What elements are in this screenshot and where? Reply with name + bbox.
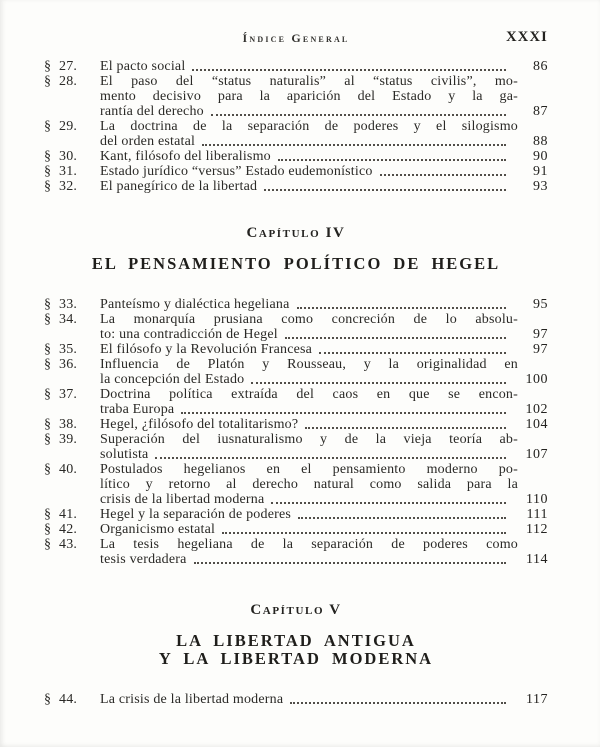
entry-body [100, 417, 518, 432]
toc-entry [44, 432, 548, 462]
entry-body [100, 119, 518, 149]
dot-leader [192, 69, 506, 71]
entry-page-number: 110 [526, 492, 548, 507]
entry-text-line: la concepción del Estado [100, 372, 245, 387]
entry-number: 37. [59, 387, 78, 402]
section-sign: § [44, 357, 52, 372]
toc-entry [44, 462, 548, 507]
entry-marker [44, 342, 100, 357]
entry-number: 29. [59, 119, 78, 134]
dot-leader [305, 427, 506, 429]
entry-text-line: mento decisivo para la aparición del Estado y la ga- [100, 89, 518, 104]
entry-body [100, 537, 518, 567]
entry-body [100, 432, 518, 462]
entry-marker [44, 432, 100, 447]
entry-last-line [100, 447, 518, 462]
toc-list [44, 692, 548, 707]
section-sign: § [44, 164, 52, 179]
section-sign: § [44, 432, 52, 447]
entry-text-line: rantía del derecho [100, 104, 204, 119]
section-sign: § [44, 297, 52, 312]
entry-text-line: Hegel, ¿filósofo del totalitarismo? [100, 417, 299, 432]
entry-last-line [100, 297, 518, 312]
entry-body [100, 462, 518, 507]
entry-marker [44, 74, 100, 89]
entry-page-number: 95 [533, 297, 548, 312]
section-sign: § [44, 342, 52, 357]
entry-text-line: El paso del “status naturalis” al “status civilis”, mo- [100, 74, 518, 89]
entry-marker [44, 312, 100, 327]
dot-leader [380, 174, 506, 176]
entry-text-line: El panegírico de la libertad [100, 179, 258, 194]
toc-entry [44, 507, 548, 522]
section-sign: § [44, 507, 52, 522]
dot-leader [298, 517, 506, 519]
toc-entry [44, 297, 548, 312]
entry-number: 32. [59, 179, 78, 194]
entry-page-number: 88 [533, 134, 548, 149]
entry-text-line: Doctrina política extraída del caos en que se encon- [100, 387, 518, 402]
running-head-title: Índice General [242, 31, 350, 45]
dot-leader [264, 189, 506, 191]
toc-entry [44, 74, 548, 119]
entry-text-line: Estado jurídico “versus” Estado eudemonístico [100, 164, 373, 179]
entry-page-number: 100 [525, 372, 548, 387]
entry-body [100, 312, 518, 342]
entry-body [100, 692, 518, 707]
entry-number: 36. [59, 357, 78, 372]
entry-page-number: 90 [533, 149, 548, 164]
entry-page-number: 87 [533, 104, 548, 119]
entry-text-line: El filósofo y la Revolución Francesa [100, 342, 313, 357]
entry-body [100, 59, 518, 74]
toc-entry [44, 312, 548, 342]
toc-entry [44, 417, 548, 432]
entry-body [100, 357, 518, 387]
toc-entry [44, 164, 548, 179]
entry-body [100, 342, 518, 357]
toc-entry [44, 387, 548, 417]
toc-entry [44, 342, 548, 357]
entry-number: 42. [59, 522, 78, 537]
dot-leader [319, 352, 506, 354]
dot-leader [251, 382, 506, 384]
entry-text-line: Superación del iusnaturalismo y de la vieja teoría ab- [100, 432, 518, 447]
entry-last-line [100, 507, 518, 522]
entry-last-line [100, 372, 518, 387]
toc-entry [44, 522, 548, 537]
entry-page-number: 97 [533, 342, 548, 357]
chapter-title-line: Y LA LIBERTAD MODERNA [158, 649, 434, 668]
entry-last-line [100, 59, 518, 74]
section-sign: § [44, 692, 52, 707]
entry-page-number: 112 [526, 522, 548, 537]
entry-page-number: 102 [525, 402, 548, 417]
toc-list [44, 297, 548, 567]
entry-page-number: 86 [533, 59, 548, 74]
entry-text-line: Hegel y la separación de poderes [100, 507, 292, 522]
entry-marker [44, 387, 100, 402]
toc-entry [44, 537, 548, 567]
dot-leader [155, 457, 506, 459]
entry-last-line [100, 342, 518, 357]
entry-number: 44. [59, 692, 78, 707]
entry-marker [44, 462, 100, 477]
section-sign: § [44, 179, 52, 194]
entry-marker [44, 297, 100, 312]
entry-text-line: tesis verdadera [100, 552, 187, 567]
entry-number: 33. [59, 297, 78, 312]
entry-number: 27. [59, 59, 78, 74]
section-sign: § [44, 59, 52, 74]
entry-marker [44, 357, 100, 372]
section-sign: § [44, 119, 52, 134]
toc-entry [44, 59, 548, 74]
entry-last-line [100, 149, 518, 164]
section-sign: § [44, 417, 52, 432]
dot-leader [285, 337, 506, 339]
entry-number: 30. [59, 149, 78, 164]
dot-leader [181, 412, 506, 414]
folio-page-number: XXXI [506, 29, 548, 45]
dot-leader [297, 307, 507, 309]
entry-last-line [100, 164, 518, 179]
entry-text-line: lítico y retorno al derecho natural como salida para la [100, 477, 518, 492]
dot-leader [222, 532, 506, 534]
entry-page-number: 117 [526, 692, 548, 707]
entry-text-line: traba Europa [100, 402, 175, 417]
toc-sections [44, 59, 548, 707]
entry-text-line: Organicismo estatal [100, 522, 216, 537]
entry-body [100, 297, 518, 312]
entry-page-number: 107 [525, 447, 548, 462]
dot-leader [211, 114, 506, 116]
entry-text-line: La doctrina de la separación de poderes y el silogismo [100, 119, 518, 134]
entry-marker [44, 149, 100, 164]
entry-last-line [100, 552, 518, 567]
entry-text-line: Panteísmo y dialéctica hegeliana [100, 297, 290, 312]
entry-number: 31. [59, 164, 78, 179]
entry-body [100, 522, 518, 537]
entry-last-line [100, 179, 518, 194]
entry-marker [44, 507, 100, 522]
entry-body [100, 74, 518, 119]
section-sign: § [44, 149, 52, 164]
entry-number: 41. [59, 507, 78, 522]
entry-body [100, 149, 518, 164]
section-sign: § [44, 312, 52, 327]
entry-marker [44, 417, 100, 432]
entry-text-line: Postulados hegelianos en el pensamiento moderno po- [100, 462, 518, 477]
entry-text-line: crisis de la libertad moderna [100, 492, 265, 507]
entry-number: 28. [59, 74, 78, 89]
entry-text-line: La monarquía prusiana como concreción de lo absolu- [100, 312, 518, 327]
entry-page-number: 114 [526, 552, 548, 567]
section-sign: § [44, 387, 52, 402]
chapter-title-line: LA LIBERTAD ANTIGUA [176, 631, 416, 650]
dot-leader [202, 144, 506, 146]
dot-leader [194, 562, 506, 564]
dot-leader [290, 702, 506, 704]
entry-body [100, 179, 518, 194]
entry-marker [44, 692, 100, 707]
toc-entry [44, 149, 548, 164]
running-head [44, 31, 548, 46]
entry-number: 38. [59, 417, 78, 432]
entry-number: 43. [59, 537, 78, 552]
entry-last-line [100, 692, 518, 707]
section-sign: § [44, 522, 52, 537]
entry-body [100, 507, 518, 522]
toc-entry [44, 179, 548, 194]
entry-page-number: 91 [533, 164, 548, 179]
entry-number: 40. [59, 462, 78, 477]
toc-entry [44, 119, 548, 149]
toc-entry [44, 357, 548, 387]
chapter-title-line: EL PENSAMIENTO POLÍTICO DE HEGEL [91, 254, 501, 273]
entry-last-line [100, 402, 518, 417]
entry-number: 39. [59, 432, 78, 447]
entry-body [100, 164, 518, 179]
entry-last-line [100, 417, 518, 432]
entry-number: 35. [59, 342, 78, 357]
toc-section [44, 603, 548, 707]
toc-entry [44, 692, 548, 707]
entry-number: 34. [59, 312, 78, 327]
entry-page-number: 111 [526, 507, 548, 522]
entry-text-line: solutista [100, 447, 149, 462]
entry-marker [44, 119, 100, 134]
entry-marker [44, 59, 100, 74]
entry-text-line: La tesis hegeliana de la separación de poderes como [100, 537, 518, 552]
entry-last-line [100, 134, 518, 149]
entry-page-number: 97 [533, 327, 548, 342]
entry-marker [44, 164, 100, 179]
chapter-heading: Capítulo V [250, 602, 342, 618]
entry-body [100, 387, 518, 417]
entry-last-line [100, 522, 518, 537]
entry-text-line: El pacto social [100, 59, 186, 74]
entry-marker [44, 179, 100, 194]
dot-leader [278, 159, 506, 161]
entry-text-line: Kant, filósofo del liberalismo [100, 149, 271, 164]
section-sign: § [44, 537, 52, 552]
section-sign: § [44, 462, 52, 477]
entry-text-line: La crisis de la libertad moderna [100, 692, 284, 707]
entry-page-number: 93 [533, 179, 548, 194]
entry-page-number: 104 [525, 417, 548, 432]
section-sign: § [44, 74, 52, 89]
chapter-heading: Capítulo IV [246, 225, 346, 241]
dot-leader [271, 502, 506, 504]
entry-marker [44, 537, 100, 552]
toc-list [44, 59, 548, 194]
entry-text-line: del orden estatal [100, 134, 196, 149]
entry-text-line: to: una contradicción de Hegel [100, 327, 278, 342]
toc-section [44, 226, 548, 567]
entry-marker [44, 522, 100, 537]
toc-section [44, 59, 548, 194]
entry-text-line: Influencia de Platón y Rousseau, y la originalidad en [100, 357, 518, 372]
entry-last-line [100, 104, 518, 119]
entry-last-line [100, 492, 518, 507]
entry-last-line [100, 327, 518, 342]
